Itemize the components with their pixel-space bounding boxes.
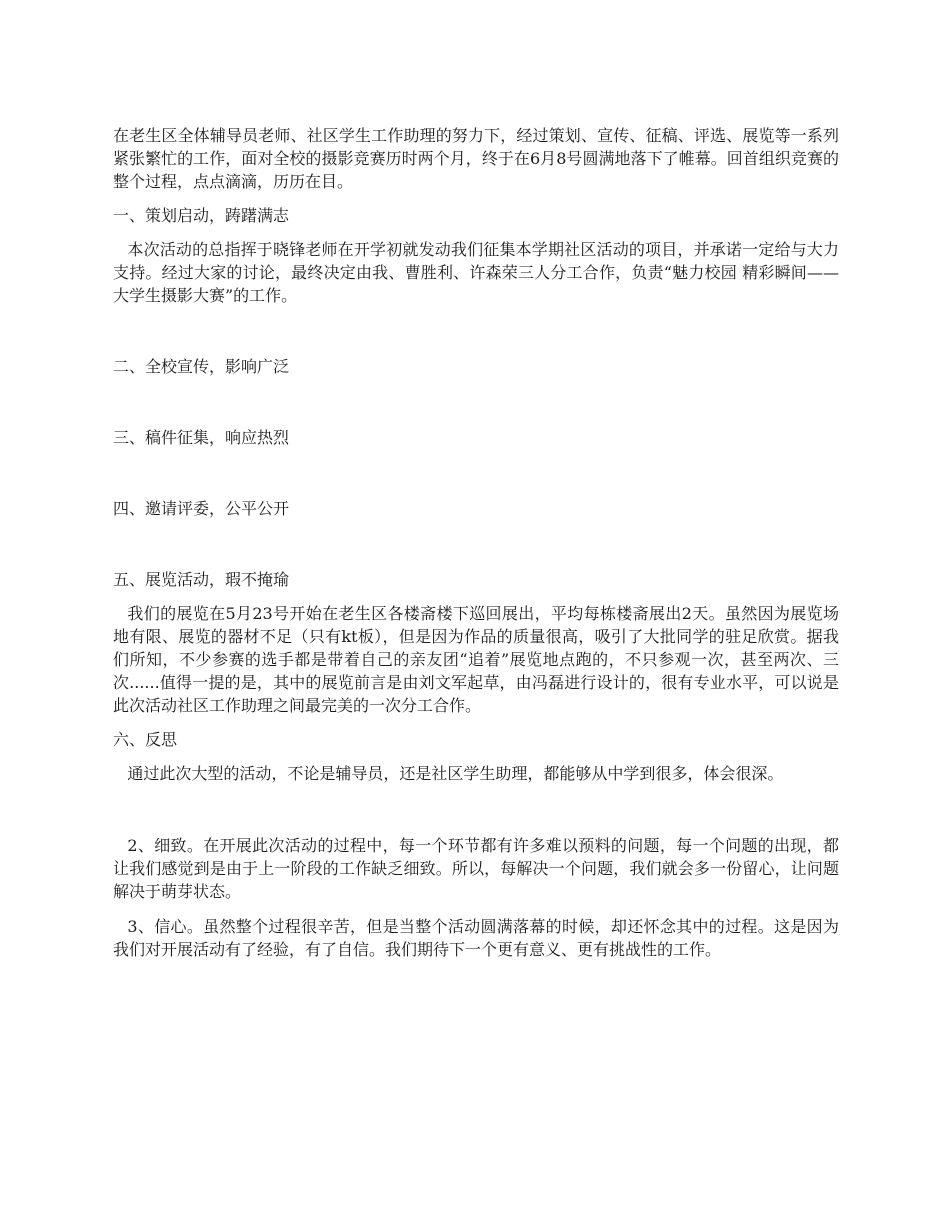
spacer — [113, 591, 839, 602]
confidence-paragraph: 3、信心。虽然整个过程很辛苦，但是当整个活动圆满落幕的时候，却还怀念其中的过程。这是因为我们对开展活动有了经验，有了自信。我们期待下一个更有意义、更有挑战性的工作。 — [113, 917, 839, 959]
section-heading-reflection: 六、反思 — [113, 730, 178, 749]
spacer — [113, 717, 839, 728]
spacer — [113, 520, 839, 568]
spacer — [113, 751, 839, 762]
document-body — [113, 124, 839, 961]
section-heading-publicity: 二、全校宣传，影响广泛 — [113, 357, 290, 376]
spacer — [113, 227, 839, 238]
section-heading-submissions: 三、稿件征集，响应热烈 — [113, 428, 290, 447]
section-heading-exhibition: 五、展览活动，瑕不掩瑜 — [113, 570, 290, 589]
reflection-paragraph: 通过此次大型的活动，不论是辅导员，还是社区学生助理，都能够从中学到很多，体会很深。 — [127, 764, 784, 783]
spacer — [113, 785, 839, 834]
section-heading-planning: 一、策划启动，踌躇满志 — [113, 206, 290, 225]
intro-paragraph: 在老生区全体辅导员老师、社区学生工作助理的努力下，经过策划、宣传、征稿、评选、展览等一系列紧张繁忙的工作，面对全校的摄影竞赛历时两个月，终于在6月8号圆满地落下了帷幕。回首组织竞赛的整个过程，点点滴滴，历历在目。 — [113, 126, 839, 191]
spacer — [113, 307, 839, 355]
detail-paragraph: 2、细致。在开展此次活动的过程中，每一个环节都有许多难以预料的问题，每一个问题的出现，都让我们感觉到是由于上一阶段的工作缺乏细致。所以，每解决一个问题，我们就会多一份留心，让问题解决于萌芽状态。 — [113, 836, 839, 901]
planning-paragraph: 本次活动的总指挥于晓锋老师在开学初就发动我们征集本学期社区活动的项目，并承诺一定给与大力支持。经过大家的讨论，最终决定由我、曹胜利、许森荣三人分工合作，负责“魅力校园 精彩瞬间——大学生摄影大赛”的工作。 — [113, 240, 839, 305]
spacer — [113, 193, 839, 204]
spacer — [113, 903, 839, 915]
section-heading-judges: 四、邀请评委，公平公开 — [113, 499, 290, 518]
exhibition-paragraph: 我们的展览在5月23号开始在老生区各楼斋楼下巡回展出，平均每栋楼斋展出2天。虽然因为展览场地有限、展览的器材不足（只有kt板），但是因为作品的质量很高，吸引了大批同学的驻足欣赏。据我们所知，不少参赛的选手都是带着自己的亲友团“追着”展览地点跑的，不只参观一次，甚至两次、三次......值得一提的是，其中的展览前言是由刘文军起草，由冯磊进行设计的，很有专业水平，可以说是此次活动社区工作助理之间最完美的一次分工合作。 — [113, 604, 839, 715]
spacer — [113, 449, 839, 497]
spacer — [113, 378, 839, 426]
